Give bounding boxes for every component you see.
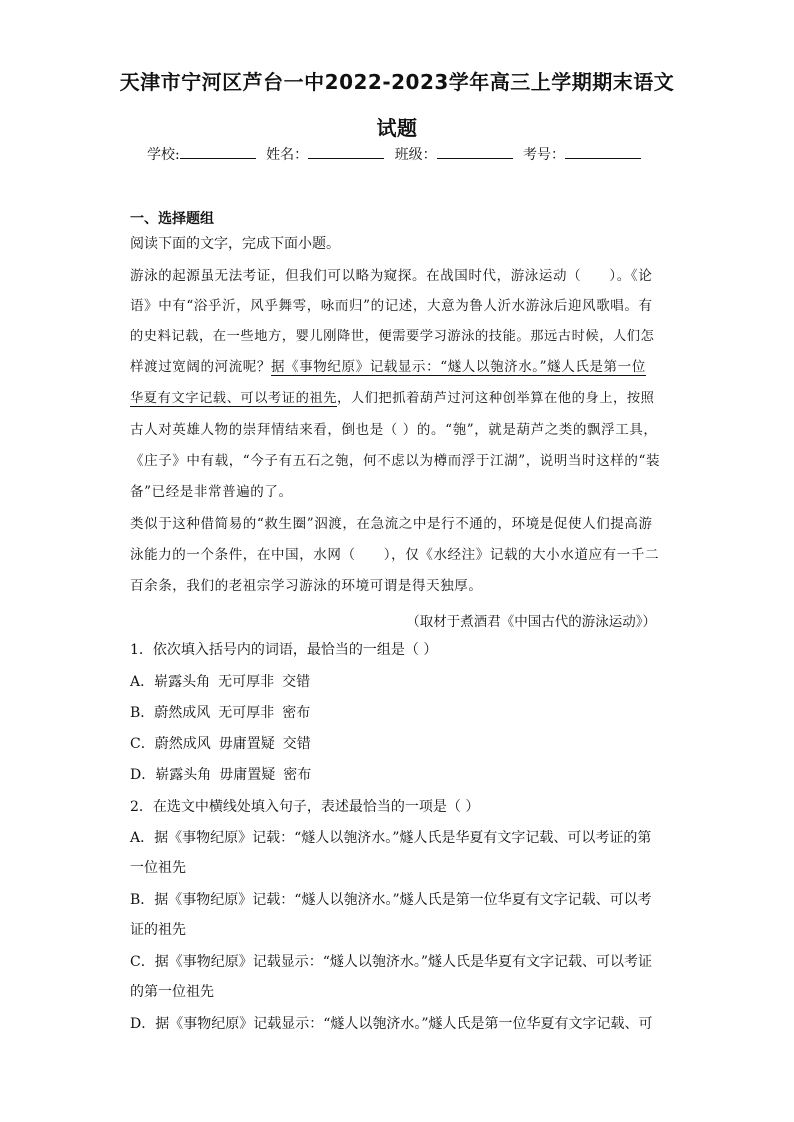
name-field[interactable] [308,146,384,159]
document-title-line-1: 天津市宁河区芦台一中2022-2023学年高三上学期期末语文 [119,70,675,94]
question-stem: 2．在选文中横线处填入句子，表述最恰当的一项是（ ） [130,799,480,815]
underlined-sentence: 华夏有文字记载、可以考证的祖先 [130,391,338,406]
class-label: 班级： [394,147,437,163]
exam-number-field[interactable] [565,146,641,159]
question-stem: 1．依次填入括号内的词语，最恰当的一组是（ ） [130,642,438,658]
option-a[interactable] [130,672,664,692]
instruction-text: 阅读下面的文字，完成下面小题。 [130,236,340,252]
exam-number-label: 考号： [523,147,566,163]
passage-line: 备”已经是非常普遍的了。 [130,484,293,500]
option-word: 密布 [282,705,311,721]
passage-line [130,389,664,409]
option-word: 毋庸置疑 [218,736,275,752]
option-b[interactable]: B．据《事物纪原》记载：“燧人以匏济水。”燧人氏是第一位华夏有文字记载、可以考 [130,892,652,908]
option-a-continued: 一位祖先 [130,860,186,876]
passage-text: ，人们把抓着葫芦过河这种创举算在他的身上，按照 [337,391,655,406]
passage-line: 《庄子》中有载，“今子有五石之匏，何不虑以为樽而浮于江湖”，说明当时这样的“装 [130,453,661,469]
option-word: 无可厚非 [218,705,275,721]
school-label: 学校: [146,147,180,163]
passage-line: 百余条，我们的老祖宗学习游泳的环境可谓是得天独厚。 [130,578,483,594]
option-d[interactable] [130,765,664,785]
option-c-continued: 的第一位祖先 [130,984,214,1000]
option-label: A． [130,674,155,690]
option-label: B． [130,705,155,721]
section-title: 一、选择题组 [130,211,214,227]
school-field[interactable] [180,146,256,159]
passage-line: 语》中有“浴乎沂，风乎舞雩，咏而归”的记述，大意为鲁人沂水游泳后迎风歌唱。有 [130,298,653,314]
option-word: 崭露头角 [155,767,212,783]
option-c[interactable]: C．据《事物纪原》记载显示：“燧人以匏济水。”燧人氏是华夏有文字记载、可以考证 [130,954,653,970]
passage-line: 的史料记载，在一些地方，婴儿刚降世，便需要学习游泳的技能。那远古时候，人们怎 [130,329,655,344]
option-a[interactable]: A．据《事物纪原》记载：“燧人以匏济水。”燧人氏是华夏有文字记载、可以考证的第 [130,830,652,846]
student-info-row [0,144,794,164]
passage-line: 古人对英雄人物的崇拜情结来看，倒也是（ ）的。“匏”，就是葫芦之类的飘浮工具， [130,422,658,438]
name-label: 姓名： [266,147,309,163]
option-word: 密布 [283,767,312,783]
option-word: 蔚然成风 [154,705,211,721]
underlined-sentence: 据《事物纪原》记载显示：“燧人以匏济水。”燧人氏是第一位 [271,359,646,375]
passage-line: 泳能力的一个条件，在中国，水网（ ），仅《水经注》记载的大小水道应有一千二 [130,547,660,563]
option-word: 交错 [282,674,311,690]
option-d[interactable]: D．据《事物纪原》记载显示：“燧人以匏济水。”燧人氏是第一位华夏有文字记载、可 [130,1016,653,1032]
option-word: 无可厚非 [218,674,275,690]
passage-source: （取材于煮酒君《中国古代的游泳运动》） [406,614,656,630]
option-c[interactable] [130,734,664,754]
option-word: 交错 [282,736,311,752]
option-word: 毋庸置疑 [219,767,276,783]
option-b-continued: 证的祖先 [130,922,186,938]
passage-line: 游泳的起源虽无法考证，但我们可以略为窥探。在战国时代，游泳运动（ ）。《论 [130,268,653,284]
passage-text: 样渡过宽阔的河流呢？ [130,359,271,375]
option-word: 蔚然成风 [154,736,211,752]
passage-line [130,357,664,377]
passage-line: 类似于这种借简易的“救生圈”泅渡，在急流之中是行不通的，环境是促使人们提高游 [130,516,653,532]
option-b[interactable] [130,703,664,723]
class-field[interactable] [437,146,513,159]
option-word: 崭露头角 [154,674,211,690]
document-title-line-2: 试题 [376,116,418,140]
option-label: C． [130,736,155,752]
option-label: D． [130,767,156,783]
